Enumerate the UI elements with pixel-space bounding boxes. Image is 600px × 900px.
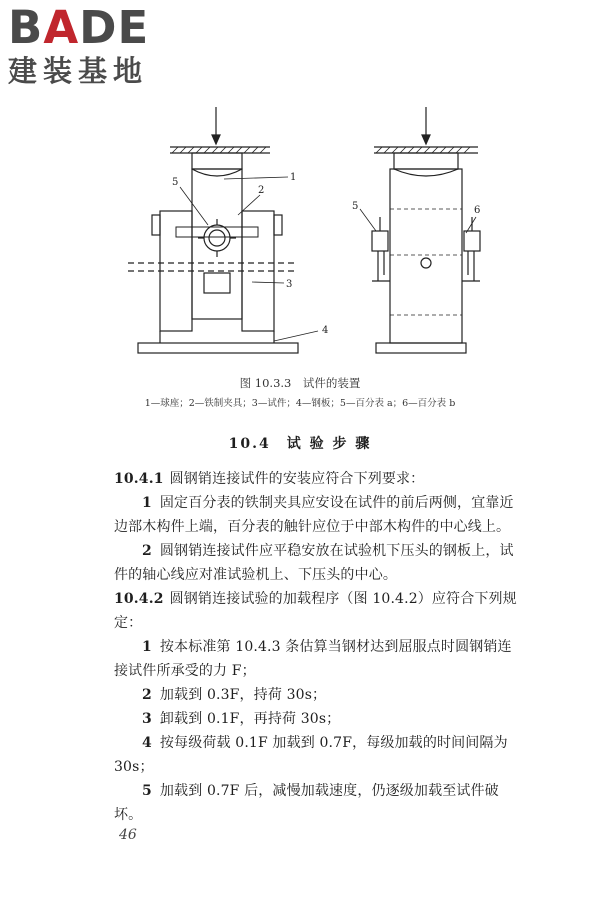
- figure-caption: 图 10.3.3 试件的装置: [239, 376, 361, 390]
- brand-logo: [8, 1, 198, 88]
- logo-wordmark: BADE: [8, 1, 150, 54]
- figure-label-2: 2: [258, 185, 265, 196]
- list-item: 2 圆钢销连接试件应平稳安放在试验机下压头的钢板上，试件的轴心线应对准试验机上、下压头的中心。: [114, 543, 514, 583]
- figure-label-1: 1: [290, 172, 297, 183]
- page-number: 46: [119, 827, 137, 843]
- section-heading: 10.4 试 验 步 骤: [228, 436, 372, 452]
- specimen-setup-figure: [128, 105, 481, 365]
- figure-label-4: 4: [322, 325, 329, 336]
- list-item: 4 按每级荷载 0.1F 加载到 0.7F，每级加载的时间间隔为 30s；: [114, 735, 508, 775]
- figure-label-6: 6: [474, 205, 481, 216]
- logo-subtitle: 建装基地: [8, 54, 149, 88]
- figure-label-3: 3: [286, 279, 293, 290]
- clause-10-4-2: 10.4.2 圆钢销连接试验的加载程序（图 10.4.2）应符合下列规定：: [114, 591, 517, 631]
- list-item: 1 固定百分表的铁制夹具应安设在试件的前后两侧，宜靠近边部木构件上端，百分表的触针应位于中部木构件的中心线上。: [114, 495, 514, 535]
- figure-label-5a: 5: [172, 177, 179, 188]
- list-item: 1 按本标准第 10.4.3 条估算当钢材达到屈服点时圆钢销连接试件所承受的力 F；: [114, 639, 512, 679]
- list-item: 3 卸载到 0.1F，再持荷 30s；: [142, 711, 341, 727]
- list-item: 5 加载到 0.7F 后，减慢加载速度，仍逐级加载至试件破坏。: [114, 783, 499, 823]
- body-text: [114, 467, 524, 827]
- list-item: 2 加载到 0.3F，持荷 30s；: [142, 687, 327, 703]
- clause-10-4-1: 10.4.1 圆钢销连接试件的安装应符合下列要求：: [114, 471, 425, 487]
- figure-label-5b: 5: [352, 201, 359, 212]
- figure-legend: 1—球座；2—铁制夹具；3—试件；4—钢板；5—百分表 a；6—百分表 b: [144, 398, 456, 409]
